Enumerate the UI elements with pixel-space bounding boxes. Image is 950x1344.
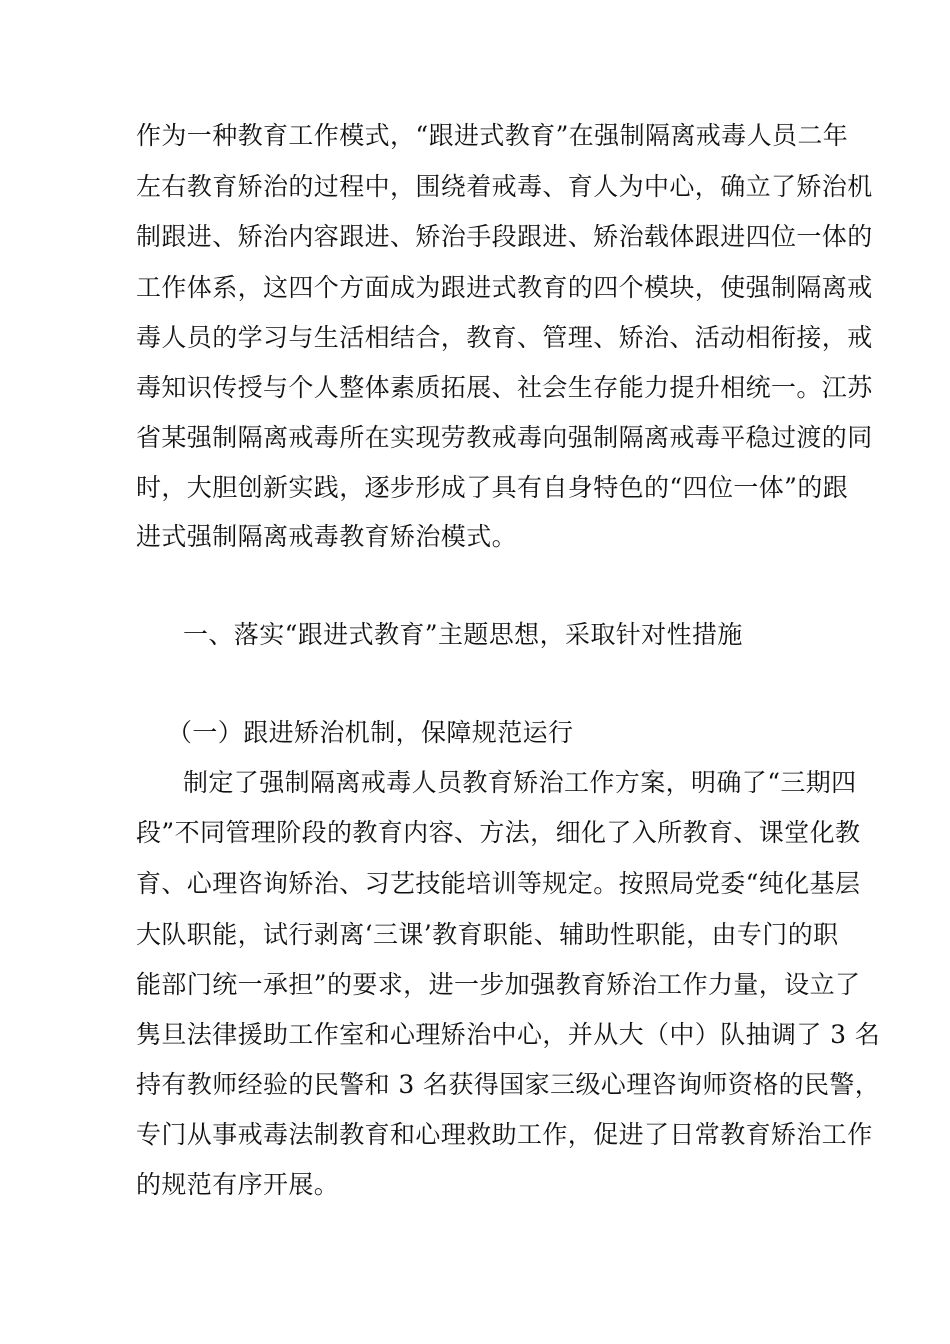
- paragraph-line: 作为一种教育工作模式，“跟进式教育”在强制隔离戒毒人员二年: [136, 121, 849, 150]
- paragraph-line: 进式强制隔离戒毒教育矫治模式。: [136, 522, 518, 551]
- section-heading: 一、落实“跟进式教育”主题思想，采取针对性措施: [183, 620, 743, 649]
- subsection-heading: （一）跟进矫治机制，保障规范运行: [167, 718, 574, 747]
- paragraph-line: 左右教育矫治的过程中，围绕着戒毒、育人为中心，确立了矫治机: [136, 172, 873, 201]
- paragraph-line: 隽旦法律援助工作室和心理矫治中心，并从大（中）队抽调了 3 名: [136, 1020, 881, 1049]
- paragraph-line: 能部门统一承担”的要求，进一步加强教育矫治工作力量，设立了: [136, 970, 861, 999]
- paragraph-line: 工作体系，这四个方面成为跟进式教育的四个模块，使强制隔离戒: [136, 273, 873, 302]
- paragraph-line: 的规范有序开展。: [136, 1170, 340, 1199]
- paragraph-line: 毒人员的学习与生活相结合，教育、管理、矫治、活动相衔接，戒: [136, 323, 873, 352]
- paragraph-line: 毒知识传授与个人整体素质拓展、社会生存能力提升相统一。江苏: [136, 373, 873, 402]
- paragraph-line: 制定了强制隔离戒毒人员教育矫治工作方案，明确了“三期四: [183, 768, 857, 797]
- paragraph-line: 制跟进、矫治内容跟进、矫治手段跟进、矫治载体跟进四位一体的: [136, 222, 873, 251]
- paragraph-line: 省某强制隔离戒毒所在实现劳教戒毒向强制隔离戒毒平稳过渡的同: [136, 423, 873, 452]
- paragraph-line: 育、心理咨询矫治、习艺技能培训等规定。按照局党委“纯化基层: [136, 869, 861, 898]
- paragraph-line: 专门从事戒毒法制教育和心理救助工作，促进了日常教育矫治工作: [136, 1120, 873, 1149]
- paragraph-line: 大队职能，试行剥离‘三课’教育职能、辅助性职能，由专门的职: [136, 920, 839, 949]
- paragraph-line: 时，大胆创新实践，逐步形成了具有自身特色的“四位一体”的跟: [136, 473, 849, 502]
- paragraph-line: 段”不同管理阶段的教育内容、方法，细化了入所教育、课堂化教: [136, 818, 861, 847]
- paragraph-line: 持有教师经验的民警和 3 名获得国家三级心理咨询师资格的民警，: [136, 1070, 881, 1099]
